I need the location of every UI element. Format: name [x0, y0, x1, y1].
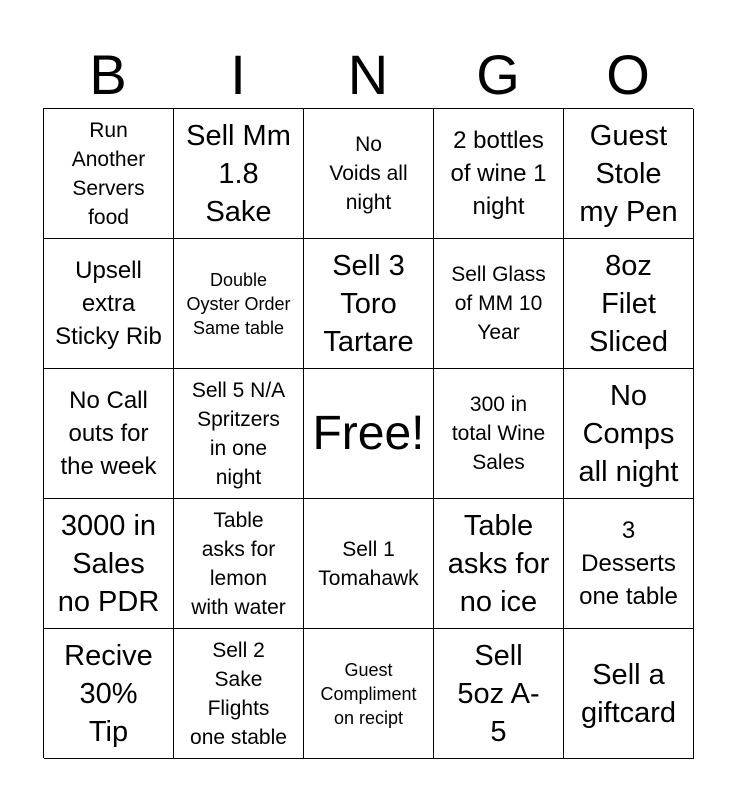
bingo-cell[interactable]: Run Another Servers food: [44, 109, 174, 239]
bingo-cell[interactable]: 3 Desserts one table: [564, 499, 694, 629]
bingo-cell[interactable]: Sell Glass of MM 10 Year: [434, 239, 564, 369]
bingo-cell[interactable]: 8oz Filet Sliced: [564, 239, 694, 369]
bingo-cell[interactable]: Upsell extra Sticky Rib: [44, 239, 174, 369]
bingo-cell[interactable]: 3000 in Sales no PDR: [44, 499, 174, 629]
free-space-cell[interactable]: Free!: [304, 369, 434, 499]
bingo-cell[interactable]: Sell 3 Toro Tartare: [304, 239, 434, 369]
bingo-cell[interactable]: Sell 5oz A- 5: [434, 629, 564, 759]
bingo-cell[interactable]: Sell a giftcard: [564, 629, 694, 759]
bingo-cell[interactable]: Sell 5 N/A Spritzers in one night: [174, 369, 304, 499]
bingo-cell[interactable]: Recive 30% Tip: [44, 629, 174, 759]
header-letter-o: O: [606, 43, 650, 106]
bingo-cell[interactable]: Guest Compliment on recipt: [304, 629, 434, 759]
bingo-cell[interactable]: Table asks for no ice: [434, 499, 564, 629]
bingo-cell[interactable]: Sell Mm 1.8 Sake: [174, 109, 304, 239]
bingo-cell[interactable]: Sell 1 Tomahawk: [304, 499, 434, 629]
bingo-cell[interactable]: No Comps all night: [564, 369, 694, 499]
bingo-cell[interactable]: Guest Stole my Pen: [564, 109, 694, 239]
header-letter-g: G: [476, 43, 520, 106]
bingo-board: [43, 108, 693, 758]
bingo-cell[interactable]: No Voids all night: [304, 109, 434, 239]
bingo-cell[interactable]: 300 in total Wine Sales: [434, 369, 564, 499]
bingo-cell[interactable]: Double Oyster Order Same table: [174, 239, 304, 369]
bingo-cell[interactable]: No Call outs for the week: [44, 369, 174, 499]
bingo-cell[interactable]: 2 bottles of wine 1 night: [434, 109, 564, 239]
header-letter-i: I: [230, 43, 246, 106]
bingo-header: [43, 42, 693, 108]
header-letter-b: B: [89, 43, 127, 106]
bingo-cell[interactable]: Table asks for lemon with water: [174, 499, 304, 629]
header-letter-n: N: [347, 43, 389, 106]
bingo-cell[interactable]: Sell 2 Sake Flights one stable: [174, 629, 304, 759]
